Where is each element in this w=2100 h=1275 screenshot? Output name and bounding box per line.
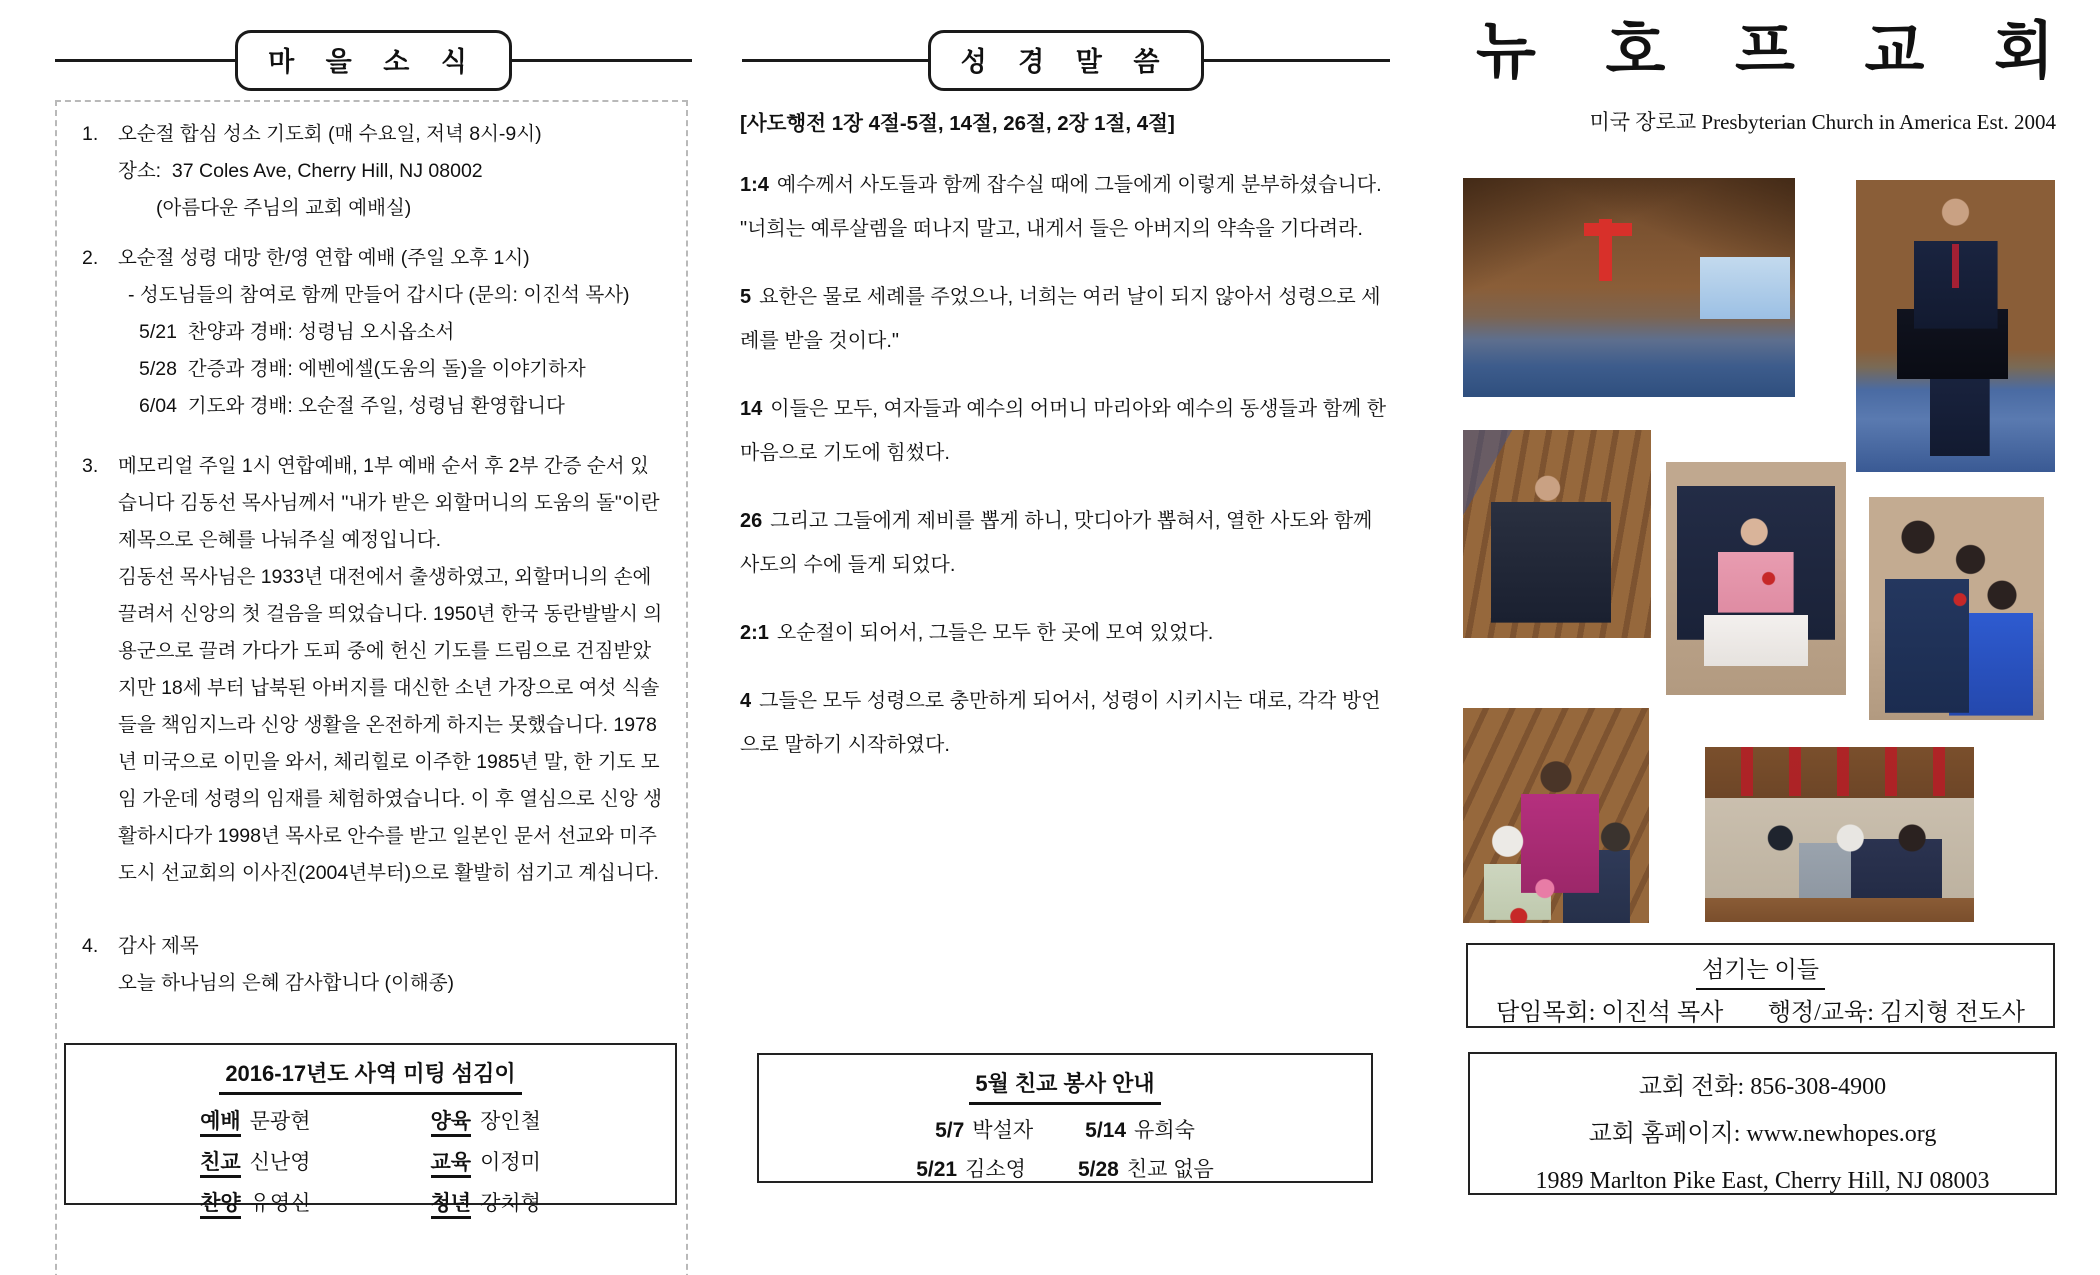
- announcement-item-1: [82, 116, 666, 227]
- header-rule-right: [512, 59, 692, 62]
- scripture-verses: [740, 163, 1397, 791]
- sanctuary-worship-photo: [1463, 178, 1795, 397]
- announcement-line: 감사 제목: [118, 935, 199, 957]
- preacher-photo: [1463, 430, 1651, 638]
- item-number: 3.: [82, 455, 99, 477]
- church-phone: 교회 전화: 856-308-4900: [1638, 1074, 1887, 1100]
- verse-text: 그리고 그들에게 제비를 뽑게 하니, 맛디아가 뽑혀서, 열한 사도와 함께 사도의 수에 들게 되었다.: [740, 510, 1373, 576]
- church-name-letter: 뉴: [1476, 17, 1536, 86]
- announcement-line: 오순절 합심 성소 기도회 (매 수요일, 저녁 8시-9시): [118, 123, 542, 145]
- church-website: 교회 홈페이지: www.newhopes.org: [1588, 1121, 1937, 1147]
- verse-number: 4: [740, 690, 752, 712]
- family-children-photo: [1869, 497, 2044, 720]
- verse: [740, 387, 1397, 475]
- verse: [740, 611, 1397, 655]
- announcement-item-2: [82, 240, 666, 425]
- ministry-role: 친교: [200, 1151, 241, 1178]
- service-name: 유희숙: [1134, 1119, 1195, 1142]
- verse-text: 그들은 모두 성령으로 충만하게 되어서, 성령이 시키시는 대로, 각각 방언으로 말하기 시작하였다.: [740, 690, 1381, 756]
- scripture-reference: [사도행전 1장 4절-5절, 14절, 26절, 2장 1절, 4절]: [740, 112, 1175, 135]
- church-name-letter: 호: [1605, 17, 1666, 86]
- header-rule-right: [1204, 59, 1390, 62]
- verse-number: 26: [740, 510, 763, 532]
- ministry-name: 이정미: [480, 1151, 541, 1174]
- ministry-name: 유영신: [249, 1192, 311, 1215]
- ministry-name: 장인철: [480, 1110, 541, 1133]
- announcement-line: 오순절 성령 대망 한/영 연합 예배 (주일 오후 1시): [118, 247, 530, 269]
- service-entry: [935, 1114, 1033, 1144]
- header-rule-left: [742, 59, 928, 62]
- church-name-title: [1476, 18, 2054, 86]
- servants-box: [1466, 943, 2055, 1028]
- verse-number: 14: [740, 398, 763, 420]
- announcement-line: 장소: 37 Coles Ave, Cherry Hill, NJ 08002: [118, 160, 483, 182]
- service-row: [759, 1153, 1371, 1183]
- announcement-line: 6/04 기도와 경배: 오순절 주일, 성령님 환영합니다: [139, 395, 565, 417]
- ministry-role: 찬양: [200, 1192, 241, 1219]
- ministry-role: 청년: [431, 1192, 472, 1219]
- verse-number: 2:1: [740, 622, 769, 644]
- ministry-role: 교육: [431, 1151, 472, 1178]
- header-rule-left: [55, 59, 235, 62]
- service-name: 박설자: [972, 1119, 1034, 1142]
- announcement-line: - 성도님들의 참여로 함께 만들어 갑시다 (문의: 이진석 목사): [128, 284, 630, 306]
- ministry-row: [200, 1105, 310, 1135]
- pastor-pulpit-photo: [1856, 180, 2055, 472]
- announcement-paragraph: 김동선 목사님은 1933년 대전에서 출생하였고, 외할머니의 손에 끌려서 신앙의 첫 걸음을 띄었습니다. 1950년 한국 동란발발시 의용군으로 끌려 가다가 도피 중에 헌신 기도를 드림으로 건짐받았지만 18세 부터 납북된 아버지를 대신한 소년 가장으로 여섯 식솔들을 책임지느라 신앙 생활을 온전하게 하지는 못했습니다. 1978년 미국으로 이민을 와서, 체리힐로 이주한 1985년 말, 한 기도 모임 가운데 성령의 임재를 체험하였습니다. 이 후 열심으로 신앙 생활하시다가 1998년 목사로 안수를 받고 일본인 문서 선교와 미주 도시 선교회의 이사진(2004년부터)으로 활발히 섬기고 계십니다.: [118, 566, 663, 884]
- verse-number: 1:4: [740, 174, 769, 196]
- left-header-title: 마 을 소 식: [235, 30, 512, 91]
- servants-box-title: 섬기는 이들: [1696, 951, 1825, 990]
- service-entry: [916, 1153, 1026, 1183]
- left-section-header: [55, 30, 692, 91]
- church-name-letter: 회: [1994, 17, 2054, 86]
- service-entry: [1085, 1114, 1195, 1144]
- service-date: 5/7: [935, 1119, 965, 1142]
- service-name: 친교 없음: [1126, 1158, 1214, 1181]
- church-address: 1989 Marlton Pike East, Cherry Hill, NJ 08003: [1535, 1168, 1990, 1194]
- verse-text: 예수께서 사도들과 함께 잡수실 때에 그들에게 이렇게 분부하셨습니다. "너희는 예루살렘을 떠나지 말고, 내게서 들은 아버지의 약속을 기다려라.: [740, 174, 1382, 240]
- service-date: 5/21: [916, 1158, 958, 1181]
- service-row: [759, 1114, 1371, 1144]
- verse-text: 이들은 모두, 여자들과 예수의 어머니 마리아와 예수의 동생들과 함께 한 마음으로 기도에 힘썼다.: [740, 398, 1387, 464]
- service-box-title: 5월 친교 봉사 안내: [969, 1067, 1160, 1105]
- service-date: 5/14: [1085, 1119, 1127, 1142]
- fellowship-service-box: [757, 1053, 1373, 1183]
- ministry-role: 양육: [431, 1110, 472, 1137]
- announcement-paragraph: 메모리얼 주일 1시 연합예배, 1부 예배 순서 후 2부 간증 순서 있습니다 김동선 목사님께서 "내가 받은 외할머니의 도움의 돌"이란 제목으로 은혜를 나눠주실 예정입니다.: [118, 455, 660, 551]
- item-number: 1.: [82, 123, 99, 145]
- verse-number: 5: [740, 286, 752, 308]
- ministry-team-box: [64, 1043, 677, 1215]
- middle-header-title: 성 경 말 씀: [928, 30, 1205, 91]
- announcement-line: 5/21 찬양과 경배: 성령님 오시옵소서: [139, 321, 455, 343]
- ministry-row: [200, 1187, 310, 1217]
- service-date: 5/28: [1077, 1158, 1119, 1181]
- elderly-women-flowers-photo: [1463, 708, 1649, 923]
- verse: [740, 679, 1397, 767]
- senior-pastor-label: 담임목회: 이진석 목사: [1496, 1000, 1724, 1026]
- ministry-name: 문광현: [249, 1110, 311, 1133]
- church-subtitle: 미국 장로교 Presbyterian Church in America Est. 2004: [1589, 110, 2056, 134]
- ministry-name: 강치형: [480, 1192, 541, 1215]
- ministry-role: 예배: [200, 1110, 241, 1137]
- contact-box: [1468, 1052, 2057, 1195]
- announcement-line: 오늘 하나님의 은혜 감사합니다 (이해종): [118, 972, 455, 994]
- item-number: 2.: [82, 247, 99, 269]
- announcement-item-3: [82, 448, 666, 892]
- item-number: 4.: [82, 935, 99, 957]
- ministry-row: [431, 1187, 541, 1217]
- verse: [740, 499, 1397, 587]
- church-name-letter: 프: [1735, 17, 1795, 86]
- mother-baby-photo: [1666, 462, 1846, 695]
- congregation-pews-photo: [1705, 747, 1974, 922]
- ministry-row: [200, 1146, 310, 1176]
- ministry-row: [431, 1146, 541, 1176]
- ministry-name: 신난영: [249, 1151, 311, 1174]
- verse-text: 요한은 물로 세례를 주었으나, 너희는 여러 날이 되지 않아서 성령으로 세례를 받을 것이다.": [740, 286, 1381, 352]
- service-entry: [1078, 1153, 1214, 1183]
- verse: [740, 163, 1397, 251]
- middle-section-header: [742, 30, 1390, 91]
- announcement-line: (아름다운 주님의 교회 예배실): [156, 197, 412, 219]
- ministry-box-title: 2016-17년도 사역 미팅 섬김이: [219, 1057, 521, 1095]
- verse: [740, 275, 1397, 363]
- church-name-letter: 교: [1864, 17, 1925, 86]
- admin-education-label: 행정/교육: 김지형 전도사: [1767, 1000, 2025, 1026]
- announcement-line: 5/28 간증과 경배: 에벤에셀(도움의 돌)을 이야기하자: [139, 358, 586, 380]
- service-name: 김소영: [965, 1158, 1026, 1181]
- ministry-row: [431, 1105, 541, 1135]
- servants-row: [1468, 990, 2053, 1027]
- verse-text: 오순절이 되어서, 그들은 모두 한 곳에 모여 있었다.: [776, 622, 1214, 644]
